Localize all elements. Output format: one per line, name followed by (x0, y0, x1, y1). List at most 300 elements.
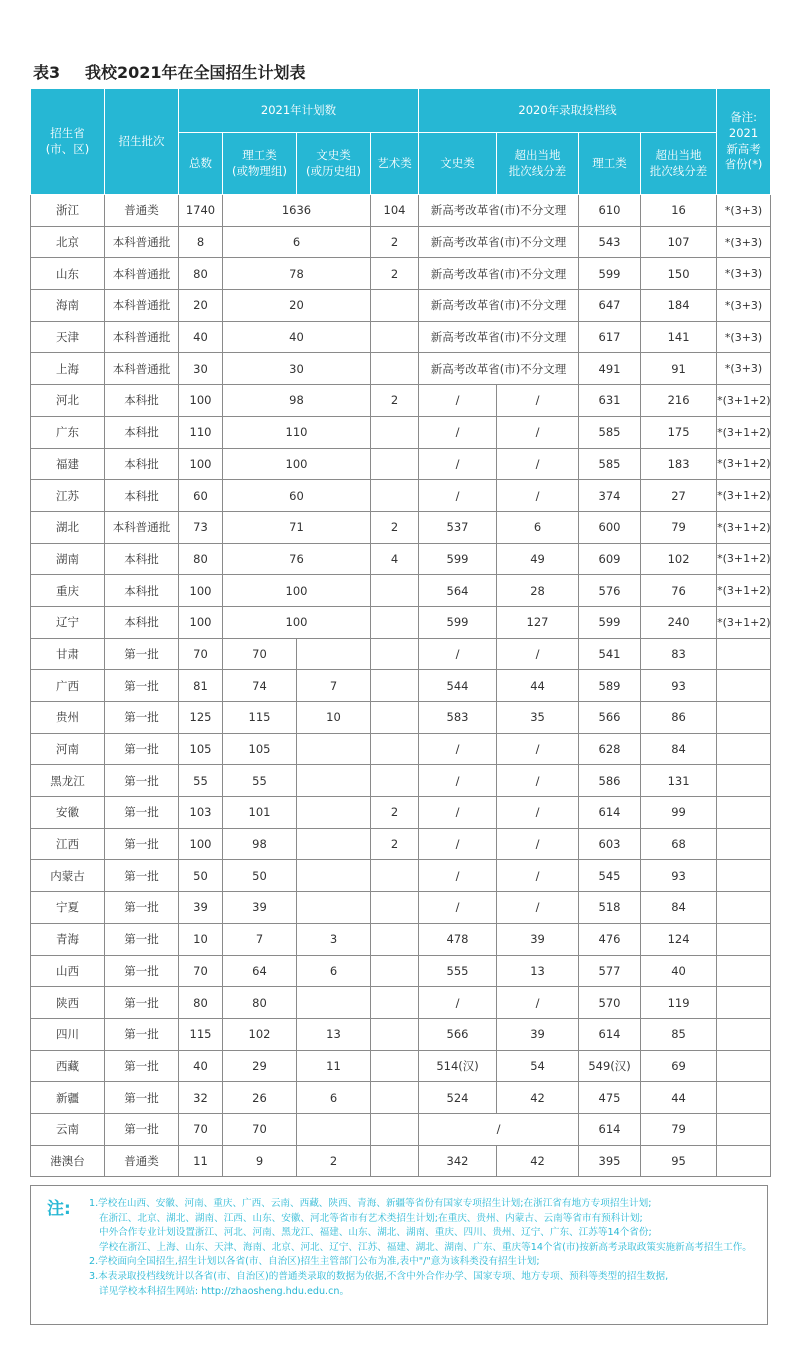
cell-liberal-score-merged: 新高考改革省(市)不分文理 (419, 195, 579, 227)
cell-batch: 普通类 (105, 195, 179, 227)
cell-sci-lib-merged: 98 (223, 385, 371, 417)
cell-art (371, 290, 419, 322)
cell-art (371, 733, 419, 765)
table-row (31, 892, 771, 924)
cell-science-score: 585 (579, 416, 641, 448)
cell-total: 70 (179, 955, 223, 987)
cell-liberal-score: / (419, 797, 497, 829)
cell-science-over: 107 (641, 226, 717, 258)
cell-remark: *(3+1+2) (717, 416, 771, 448)
cell-science-over: 83 (641, 638, 717, 670)
cell-batch: 第一批 (105, 987, 179, 1019)
cell-total: 20 (179, 290, 223, 322)
cell-batch: 第一批 (105, 1018, 179, 1050)
cell-science-score: 374 (579, 480, 641, 512)
cell-art (371, 575, 419, 607)
table-body (31, 195, 771, 1177)
cell-science-over: 69 (641, 1050, 717, 1082)
cell-province: 辽宁 (31, 606, 105, 638)
cell-total: 73 (179, 511, 223, 543)
cell-batch: 第一批 (105, 733, 179, 765)
cell-remark (717, 1018, 771, 1050)
cell-total: 100 (179, 828, 223, 860)
cell-art (371, 670, 419, 702)
cell-science: 39 (223, 892, 297, 924)
cell-remark: *(3+3) (717, 353, 771, 385)
cell-science-over: 240 (641, 606, 717, 638)
cell-art (371, 1018, 419, 1050)
cell-remark (717, 765, 771, 797)
cell-liberal-over: / (497, 860, 579, 892)
cell-liberal-score: / (419, 892, 497, 924)
cell-science-score: 543 (579, 226, 641, 258)
cell-province: 上海 (31, 353, 105, 385)
note-line: 在浙江、北京、湖北、湖南、江西、山东、安徽、河北等省市有艺术类招生计划;在重庆、贵州、内蒙古、云南等省市有预科计划; (99, 1212, 643, 1224)
cell-liberal-score: 537 (419, 511, 497, 543)
cell-science-score: 576 (579, 575, 641, 607)
cell-remark (717, 733, 771, 765)
cell-science-score: 617 (579, 321, 641, 353)
cell-science: 98 (223, 828, 297, 860)
cell-batch: 第一批 (105, 892, 179, 924)
cell-province: 新疆 (31, 1082, 105, 1114)
cell-science-over: 79 (641, 511, 717, 543)
cell-province: 天津 (31, 321, 105, 353)
cell-sci-lib-merged: 30 (223, 353, 371, 385)
cell-total: 100 (179, 385, 223, 417)
cell-total: 32 (179, 1082, 223, 1114)
cell-remark: *(3+3) (717, 195, 771, 227)
cell-batch: 第一批 (105, 860, 179, 892)
cell-remark (717, 828, 771, 860)
cell-science: 105 (223, 733, 297, 765)
header-batch: 招生批次 (105, 89, 179, 195)
cell-remark: *(3+1+2) (717, 575, 771, 607)
cell-liberal: 7 (297, 670, 371, 702)
cell-science-score: 647 (579, 290, 641, 322)
table-row (31, 258, 771, 290)
cell-liberal-over: / (497, 480, 579, 512)
cell-remark: *(3+3) (717, 290, 771, 322)
cell-total: 103 (179, 797, 223, 829)
table-row (31, 448, 771, 480)
cell-batch: 第一批 (105, 797, 179, 829)
cell-art (371, 1113, 419, 1145)
cell-liberal-over: / (497, 828, 579, 860)
header-total: 总数 (179, 133, 223, 195)
cell-art (371, 1050, 419, 1082)
cell-art (371, 1082, 419, 1114)
cell-liberal-score: 544 (419, 670, 497, 702)
cell-science-over: 131 (641, 765, 717, 797)
cell-science-score: 395 (579, 1145, 641, 1177)
cell-province: 内蒙古 (31, 860, 105, 892)
table-row (31, 638, 771, 670)
table-title (33, 60, 306, 86)
header-science: 理工类 (或物理组) (223, 133, 297, 195)
cell-liberal-score: / (419, 448, 497, 480)
header-plan-2021: 2021年计划数 (179, 89, 419, 133)
cell-liberal-over: / (497, 892, 579, 924)
enrollment-plan-table (30, 88, 771, 1177)
cell-science-score: 585 (579, 448, 641, 480)
cell-science-score: 476 (579, 923, 641, 955)
cell-science-over: 16 (641, 195, 717, 227)
table-row (31, 702, 771, 734)
cell-batch: 第一批 (105, 765, 179, 797)
cell-science-score: 631 (579, 385, 641, 417)
cell-total: 55 (179, 765, 223, 797)
cell-liberal-score-merged: / (419, 1113, 579, 1145)
cell-batch: 本科普通批 (105, 290, 179, 322)
cell-remark (717, 797, 771, 829)
cell-liberal: 3 (297, 923, 371, 955)
table-row (31, 828, 771, 860)
cell-science-over: 93 (641, 670, 717, 702)
note-line: 1.学校在山西、安徽、河南、重庆、广西、云南、西藏、陕西、青海、新疆等省份有国家专项招生计划;在浙江省有地方专项招生计划; (89, 1198, 652, 1209)
cell-liberal-score: 583 (419, 702, 497, 734)
cell-science-over: 102 (641, 543, 717, 575)
cell-sci-lib-merged: 60 (223, 480, 371, 512)
cell-province: 贵州 (31, 702, 105, 734)
cell-art: 4 (371, 543, 419, 575)
table-row (31, 765, 771, 797)
cell-total: 10 (179, 923, 223, 955)
cell-science-over: 91 (641, 353, 717, 385)
cell-science: 74 (223, 670, 297, 702)
cell-liberal (297, 638, 371, 670)
notes-lines (89, 1197, 761, 1299)
cell-sci-lib-merged: 6 (223, 226, 371, 258)
cell-liberal-over: 44 (497, 670, 579, 702)
table-row (31, 923, 771, 955)
note-line: 学校在浙江、上海、山东、天津、海南、北京、河北、辽宁、江苏、福建、湖北、湖南、广东、重庆等14个省(市)按新高考录取政策实施新高考招生工作。 (99, 1241, 752, 1253)
cell-province: 北京 (31, 226, 105, 258)
cell-province: 宁夏 (31, 892, 105, 924)
cell-liberal: 2 (297, 1145, 371, 1177)
table-row (31, 955, 771, 987)
cell-liberal-over: 35 (497, 702, 579, 734)
cell-science-score: 491 (579, 353, 641, 385)
cell-remark: *(3+1+2) (717, 543, 771, 575)
cell-batch: 第一批 (105, 638, 179, 670)
cell-batch: 本科普通批 (105, 258, 179, 290)
cell-batch: 第一批 (105, 1050, 179, 1082)
cell-liberal-score: 524 (419, 1082, 497, 1114)
cell-liberal-over: 6 (497, 511, 579, 543)
cell-batch: 本科批 (105, 575, 179, 607)
cell-sci-lib-merged: 78 (223, 258, 371, 290)
cell-batch: 第一批 (105, 1113, 179, 1145)
cell-total: 70 (179, 638, 223, 670)
cell-science-score: 614 (579, 797, 641, 829)
table-row (31, 987, 771, 1019)
cell-science-over: 183 (641, 448, 717, 480)
cell-province: 海南 (31, 290, 105, 322)
cell-total: 1740 (179, 195, 223, 227)
cell-total: 105 (179, 733, 223, 765)
cell-batch: 第一批 (105, 828, 179, 860)
cell-total: 39 (179, 892, 223, 924)
cell-liberal: 10 (297, 702, 371, 734)
cell-total: 80 (179, 543, 223, 575)
note-line: 3.本表录取投档线统计以各省(市、自治区)的普通类录取的数据为依据,不含中外合作办学、国家专项、地方专项、预科等类型的招生数据, (89, 1270, 669, 1282)
cell-liberal-over: / (497, 385, 579, 417)
cell-batch: 本科普通批 (105, 321, 179, 353)
cell-province: 广东 (31, 416, 105, 448)
cell-total: 81 (179, 670, 223, 702)
cell-remark (717, 987, 771, 1019)
cell-art: 104 (371, 195, 419, 227)
cell-science-over: 124 (641, 923, 717, 955)
cell-liberal-over: / (497, 797, 579, 829)
cell-science-score: 586 (579, 765, 641, 797)
table-row (31, 416, 771, 448)
cell-liberal-over: / (497, 987, 579, 1019)
cell-art (371, 480, 419, 512)
cell-art (371, 416, 419, 448)
cell-total: 110 (179, 416, 223, 448)
cell-liberal-score-merged: 新高考改革省(市)不分文理 (419, 353, 579, 385)
table-row (31, 353, 771, 385)
cell-batch: 第一批 (105, 955, 179, 987)
cell-batch: 本科普通批 (105, 353, 179, 385)
cell-science: 101 (223, 797, 297, 829)
cell-science-over: 68 (641, 828, 717, 860)
cell-science-over: 141 (641, 321, 717, 353)
cell-total: 100 (179, 606, 223, 638)
cell-province: 青海 (31, 923, 105, 955)
note-line: 中外合作专业计划设置浙江、河北、河南、黑龙江、福建、山东、湖北、湖南、重庆、四川、贵州、辽宁、广东、江苏等14个省份; (99, 1227, 652, 1239)
cell-total: 60 (179, 480, 223, 512)
cell-science: 80 (223, 987, 297, 1019)
cell-sci-lib-merged: 100 (223, 448, 371, 480)
header-remark: 备注: 2021 新高考 省份(*) (717, 89, 771, 195)
cell-liberal-score-merged: 新高考改革省(市)不分文理 (419, 226, 579, 258)
note-line: 详见学校本科招生网站: http://zhaosheng.hdu.edu.cn。 (99, 1285, 350, 1297)
cell-science-score: 599 (579, 258, 641, 290)
table-row (31, 321, 771, 353)
cell-batch: 第一批 (105, 670, 179, 702)
cell-liberal-over: 28 (497, 575, 579, 607)
cell-liberal-over: / (497, 638, 579, 670)
cell-total: 70 (179, 1113, 223, 1145)
cell-science-score: 541 (579, 638, 641, 670)
header-province: 招生省 (市、区) (31, 89, 105, 195)
cell-liberal-score-merged: 新高考改革省(市)不分文理 (419, 258, 579, 290)
cell-science-score: 475 (579, 1082, 641, 1114)
cell-liberal-score-merged: 新高考改革省(市)不分文理 (419, 321, 579, 353)
cell-art (371, 606, 419, 638)
cell-sci-lib-merged: 100 (223, 606, 371, 638)
cell-art: 2 (371, 797, 419, 829)
cell-liberal-score: / (419, 416, 497, 448)
cell-sci-lib-merged: 71 (223, 511, 371, 543)
cell-batch: 本科普通批 (105, 226, 179, 258)
cell-batch: 本科批 (105, 480, 179, 512)
cell-science-over: 27 (641, 480, 717, 512)
cell-province: 山西 (31, 955, 105, 987)
header-science-score: 理工类 (579, 133, 641, 195)
cell-remark: *(3+1+2) (717, 448, 771, 480)
cell-liberal-score: / (419, 480, 497, 512)
cell-science-score: 614 (579, 1113, 641, 1145)
cell-remark (717, 955, 771, 987)
cell-province: 云南 (31, 1113, 105, 1145)
notes-box (30, 1185, 768, 1325)
cell-art (371, 638, 419, 670)
cell-liberal-score: / (419, 733, 497, 765)
cell-total: 125 (179, 702, 223, 734)
cell-liberal-score: 599 (419, 543, 497, 575)
cell-science-over: 86 (641, 702, 717, 734)
cell-total: 80 (179, 987, 223, 1019)
cell-batch: 本科普通批 (105, 511, 179, 543)
cell-science-score: 610 (579, 195, 641, 227)
table-row (31, 1018, 771, 1050)
cell-remark (717, 1145, 771, 1177)
cell-remark (717, 1082, 771, 1114)
table-row (31, 606, 771, 638)
table-header (31, 89, 771, 195)
cell-total: 8 (179, 226, 223, 258)
cell-total: 50 (179, 860, 223, 892)
cell-liberal-score: / (419, 385, 497, 417)
cell-liberal (297, 987, 371, 1019)
cell-science-over: 184 (641, 290, 717, 322)
cell-remark: *(3+3) (717, 226, 771, 258)
cell-remark: *(3+1+2) (717, 385, 771, 417)
cell-remark (717, 860, 771, 892)
cell-science: 64 (223, 955, 297, 987)
cell-remark: *(3+1+2) (717, 511, 771, 543)
cell-science-over: 175 (641, 416, 717, 448)
cell-science: 115 (223, 702, 297, 734)
header-liberal-score: 文史类 (419, 133, 497, 195)
cell-liberal-score: 555 (419, 955, 497, 987)
cell-liberal: 11 (297, 1050, 371, 1082)
cell-sci-lib-merged: 20 (223, 290, 371, 322)
header-science-over: 超出当地 批次线分差 (641, 133, 717, 195)
table-row (31, 1050, 771, 1082)
cell-liberal: 6 (297, 955, 371, 987)
cell-province: 安徽 (31, 797, 105, 829)
cell-liberal (297, 828, 371, 860)
cell-science-score: 600 (579, 511, 641, 543)
cell-liberal-score: 342 (419, 1145, 497, 1177)
cell-liberal-over: / (497, 448, 579, 480)
cell-liberal-score: 514(汉) (419, 1050, 497, 1082)
cell-sci-lib-merged: 100 (223, 575, 371, 607)
cell-total: 30 (179, 353, 223, 385)
cell-liberal-score-merged: 新高考改革省(市)不分文理 (419, 290, 579, 322)
header-liberal: 文史类 (或历史组) (297, 133, 371, 195)
cell-province: 西藏 (31, 1050, 105, 1082)
cell-batch: 普通类 (105, 1145, 179, 1177)
cell-province: 河北 (31, 385, 105, 417)
cell-science-over: 216 (641, 385, 717, 417)
cell-liberal-score: 564 (419, 575, 497, 607)
cell-art (371, 923, 419, 955)
header-art: 艺术类 (371, 133, 419, 195)
cell-science-over: 40 (641, 955, 717, 987)
table-row (31, 797, 771, 829)
cell-province: 山东 (31, 258, 105, 290)
table-row (31, 385, 771, 417)
cell-science-score: 589 (579, 670, 641, 702)
cell-science-score: 518 (579, 892, 641, 924)
cell-art (371, 1145, 419, 1177)
cell-remark: *(3+3) (717, 321, 771, 353)
cell-liberal-over: 39 (497, 1018, 579, 1050)
cell-art: 2 (371, 385, 419, 417)
cell-art (371, 765, 419, 797)
cell-liberal (297, 765, 371, 797)
cell-liberal-score: / (419, 828, 497, 860)
cell-province: 河南 (31, 733, 105, 765)
cell-science: 70 (223, 638, 297, 670)
cell-batch: 本科批 (105, 385, 179, 417)
cell-art: 2 (371, 828, 419, 860)
cell-province: 浙江 (31, 195, 105, 227)
cell-total: 40 (179, 1050, 223, 1082)
cell-science-score: 603 (579, 828, 641, 860)
cell-province: 陕西 (31, 987, 105, 1019)
table-row (31, 575, 771, 607)
table-row (31, 1113, 771, 1145)
cell-liberal-over: 42 (497, 1082, 579, 1114)
cell-province: 江苏 (31, 480, 105, 512)
cell-liberal-over: / (497, 416, 579, 448)
cell-liberal: 6 (297, 1082, 371, 1114)
cell-science-over: 44 (641, 1082, 717, 1114)
cell-science: 50 (223, 860, 297, 892)
cell-science-over: 150 (641, 258, 717, 290)
cell-remark (717, 670, 771, 702)
cell-science: 9 (223, 1145, 297, 1177)
cell-total: 100 (179, 448, 223, 480)
cell-art (371, 892, 419, 924)
table-row (31, 226, 771, 258)
cell-art: 2 (371, 226, 419, 258)
cell-total: 11 (179, 1145, 223, 1177)
cell-liberal-score: 599 (419, 606, 497, 638)
cell-remark (717, 892, 771, 924)
cell-liberal (297, 1113, 371, 1145)
cell-science-over: 93 (641, 860, 717, 892)
cell-science-score: 599 (579, 606, 641, 638)
cell-science-score: 566 (579, 702, 641, 734)
cell-liberal-score: / (419, 987, 497, 1019)
cell-science: 102 (223, 1018, 297, 1050)
table-title-text: 我校2021年在全国招生计划表 (85, 63, 306, 82)
cell-batch: 第一批 (105, 702, 179, 734)
table-row (31, 733, 771, 765)
cell-liberal-over: 13 (497, 955, 579, 987)
cell-province: 甘肃 (31, 638, 105, 670)
notes-label: 注: (47, 1199, 71, 1219)
cell-science: 26 (223, 1082, 297, 1114)
cell-art (371, 860, 419, 892)
cell-science: 70 (223, 1113, 297, 1145)
cell-science-score: 549(汉) (579, 1050, 641, 1082)
cell-province: 黑龙江 (31, 765, 105, 797)
cell-total: 80 (179, 258, 223, 290)
cell-batch: 第一批 (105, 1082, 179, 1114)
cell-sci-lib-merged: 40 (223, 321, 371, 353)
cell-science-score: 545 (579, 860, 641, 892)
table-row (31, 543, 771, 575)
